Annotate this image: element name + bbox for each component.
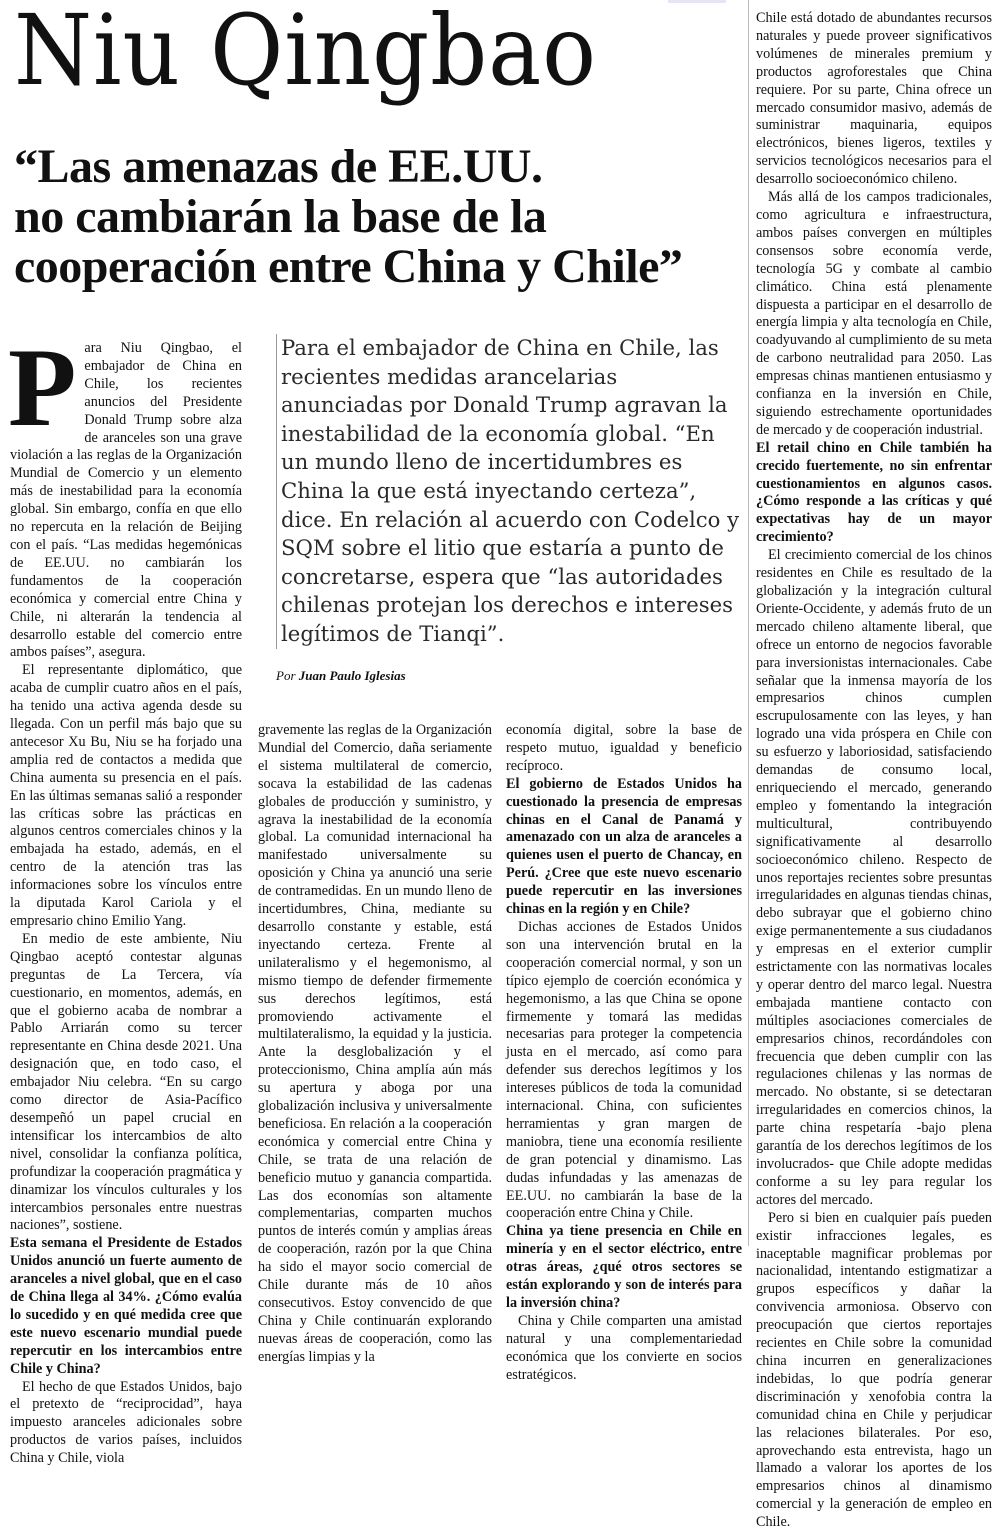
lede-summary: Para el embajador de China en Chile, las recientes medidas arancelarias anunciadas por Donald Trump agravan la inestabilidad de la economía global. “En un mundo lleno de incertidumbres es China la que está inyectando certeza”, dice. En relación al acuerdo con Codelco y SQM sobre el litio que estaría a punto de concretarse, espera que “las autoridades chilenas protejan los derechos e intereses legítimos de Tianqi”.: [276, 334, 743, 649]
headline: [14, 142, 744, 292]
top-decoration: [668, 0, 726, 3]
article-column-1: [8, 326, 242, 1468]
byline-author: Juan Paulo Iglesias: [298, 668, 406, 683]
interview-question: Esta semana el Presidente de Estados Unidos anunció un fuerte aumento de aranceles a nivel global, que en el caso de China llega al 34%. ¿Cómo evalúa lo sucedido y en qué medida cree que este nuevo escenario mundial puede repercutir en los intercambios entre Chile y China?: [10, 1235, 242, 1377]
headline-line: “Las amenazas de EE.UU.: [14, 140, 543, 193]
article-paragraph: Pero si bien en cualquier país pueden existir infracciones legales, es inaceptable magnificar problemas por nacionalidad, intentando estigmatizar a grupos específicos y dañar la convivencia armoniosa. Observo con preocupación que ciertos reportajes recientes en Chile sobre la comunidad china incurren en generalizaciones indebidas, lo que podría generar discriminación y xenofobia contra la comunidad china en Chile y perjudicar las relaciones bilaterales. Por eso, aprovechando esta entrevista, hago un llamado a valorar los aportes de los empresarios chinos al dinamismo comercial y la generación de empleo en Chile.: [756, 1209, 992, 1531]
article-paragraph: El crecimiento comercial de los chinos residentes en Chile es resultado de la globalización y la integración cultural Oriente-Occidente, y además fruto de un mercado chileno altamente liberal, que ofrece un entorno de negocios favorable para inversionistas internacionales. Cabe señalar que la inmensa mayoría de los empresarios chinos cumplen escrupulosamente con las leyes, y han logrado una vida próspera en Chile con su esfuerzo y laboriosidad, satisfaciendo demandas de consumo local, enriqueciendo el mercado, generando empleo y fomentando la integración multicultural, contribuyendo significativamente al desarrollo socioeconómico chileno. Respecto de unos reportajes recientes sobre presuntas irregularidades en algunas tiendas chinas, debo subrayar que el gobierno chino exige permanentemente a sus ciudadanos y empresas en el exterior cumplir estrictamente con las normativas locales y operar dentro del marco legal. Nuestra embajada mantiene contacto con múltiples asociaciones comerciales de empresarios chinos, recordándoles con frecuencia que deben cumplir con las regulaciones chilenas y las normas de mercado. No obstante, si se detectaran irregularidades en comercios chinos, la parte china respetaría -bajo plena garantía de los derechos legítimos de los involucrados- que Chile adopte medidas conforme a su ley para regular los actores del mercado.: [756, 547, 992, 1208]
interview-question: China ya tiene presencia en Chile en minería y en el sector eléctrico, entre otras áreas, ¿qué otros sectores se están explorando y son de interés para la inversión china?: [506, 1223, 742, 1311]
article-column-3: [506, 722, 742, 1385]
article-paragraph: China y Chile comparten una amistad natural y una complementariedad económica que los convierte en socios estratégicos.: [506, 1312, 742, 1383]
article-paragraph: En medio de este ambiente, Niu Qingbao aceptó contestar algunas preguntas de La Tercera, vía cuestionario, en momentos, además, en que el gobierno acaba de nombrar a Pablo Arriarán como su tercer representante en China desde 2021. Una designación que, en todo caso, el embajador Niu celebra. “En su cargo como director de Asia-Pacífico desempeñó un papel crucial en intensificar los intercambios de alto nivel, consolidar la confianza política, profundizar la cooperación pragmática y dinamizar los vínculos culturales y los intercambios personales entre nuestras naciones”, sostiene.: [10, 930, 242, 1234]
interview-question: El gobierno de Estados Unidos ha cuestionado la presencia de empresas chinas en el Canal de Panamá y amenazado con un alza de aranceles a quienes usen el puerto de Chancay, en Perú. ¿Cree que este nuevo escenario puede repercutir en las inversiones chinas en la región y en Chile?: [506, 775, 742, 918]
headline-line: no cambiarán la base de la: [14, 190, 547, 243]
headline-line: cooperación entre China y Chile”: [14, 240, 683, 293]
article-column-2: [258, 722, 492, 1367]
article-paragraph: El representante diplomático, que acaba de cumplir cuatro años en el país, ha tenido una activa agenda desde su llegada. Con un perfil más bajo que su antecesor Xu Bu, Niu se ha forjado una amplia red de contactos a medida que China aumenta su presencia en el país. En las últimas semanas salió a responder las críticas sobre las prácticas en algunos centros comerciales chinos y la embajada ha estado, además, en el centro de la atención tras las informaciones sobre los vínculos entre la diputada Karol Cariola y el empresario chino Emilio Yang.: [10, 662, 242, 929]
article-column-4: [756, 10, 992, 1532]
interviewee-name: Niu Qingbao: [14, 0, 597, 107]
byline: [276, 668, 406, 684]
article-paragraph: Para Niu Qingbao, el embajador de China en Chile, los recientes anuncios del Presidente Donald Trump sobre alza de aranceles son una grave violación a las reglas de la Organización Mundial de Comercio y un elemento más de inestabilidad para la economía global. Sin embargo, confía en que ello no repercuta en la relación de Beijing con el país. “Las medidas hegemónicas de EE.UU. no cambiarán los fundamentos de la cooperación económica y comercial entre China y Chile, ni alterarán la tendencia al desarrollo estable del comercio entre ambos países”, asegura.: [8, 326, 242, 661]
article-paragraph: Dichas acciones de Estados Unidos son una intervención brutal en la cooperación comercial normal, y son un típico ejemplo de coerción económica y hegemonismo, a las que China se opone firmemente y tomará las medidas necesarias para proteger la competencia justa en el mercado, así como para defender sus derechos legítimos y los intereses públicos de toda la comunidad internacional. China, con suficientes herramientas y gran margen de maniobra, tiene una economía resiliente de gran potencial y dinamismo. Las dudas infundadas y las amenazas de EE.UU. no cambiarán la base de la cooperación entre China y Chile.: [506, 918, 742, 1222]
article-paragraph: Más allá de los campos tradicionales, como agricultura e infraestructura, ambos países convergen en múltiples consensos sobre economía verde, tecnología 5G y combate al cambio climático. China está plenamente dispuesta a participar en el desarrollo de energía limpia y alta tecnología en Chile, coadyuvando al cumplimiento de su meta de carbono neutralidad para 2050. Las empresas chinas mantienen entusiasmo y confianza en la inversión en Chile, siguiendo estrechamente oportunidades de mercado y de cooperación industrial.: [756, 189, 992, 438]
article-paragraph: El hecho de que Estados Unidos, bajo el pretexto de “reciprocidad”, haya impuesto aranceles adicionales sobre productos de varios países, incluidos China y Chile, viola: [10, 1378, 242, 1467]
article-paragraph: economía digital, sobre la base de respeto mutuo, igualdad y beneficio recíproco.: [506, 722, 742, 774]
article-paragraph: gravemente las reglas de la Organización Mundial del Comercio, daña seriamente el sistema multilateral de comercio, socava la estabilidad de las cadenas globales de producción y suministro, y agrava la inestabilidad de la economía global. La comunidad internacional ha manifestado universalmente su oposición y China ya anunció una serie de contramedidas. En un mundo lleno de incertidumbres, China, mediante su desarrollo constante y estable, está inyectando certeza. Frente al unilateralismo y el hegemonismo, al mismo tiempo de defender firmemente sus derechos legítimos, está promoviendo activamente el multilateralismo, la equidad y la justicia. Ante la desglobalización y el proteccionismo, China amplía aún más su apertura y aboga por una globalización inclusiva y universalmente beneficiosa. En relación a la cooperación económica y comercial entre China y Chile, se trata de una relación de beneficio mutuo y ganancia compartida. Las dos economías son altamente complementarias, comparten muchos puntos de interés común y amplias áreas de cooperación, razón por la que China ha sido el mayor socio comercial de Chile durante más de 10 años consecutivos. Estoy convencido de que China y Chile continuarán explorando nuevas áreas de cooperación, como las energías limpias y la: [258, 722, 492, 1365]
drop-cap: P: [8, 326, 77, 450]
interview-question: El retail chino en Chile también ha crecido fuertemente, no sin enfrentar cuestionamientos en algunos casos. ¿Cómo responde a las críticas y qué expectativas hay de un mayor crecimiento?: [756, 439, 992, 546]
article-paragraph: Chile está dotado de abundantes recursos naturales y puede proveer significativos volúmenes de minerales premium y productos agroforestales que China requiere. Por su parte, China ofrece un mercado consumidor masivo, además de suministrar maquinaria, equipos electrónicos, bienes ligeros, textiles y servicios tecnológicos necesarios para el desarrollo socioeconómico chileno.: [756, 10, 992, 188]
column-divider: [748, 0, 749, 1246]
byline-prefix: Por: [276, 668, 296, 683]
